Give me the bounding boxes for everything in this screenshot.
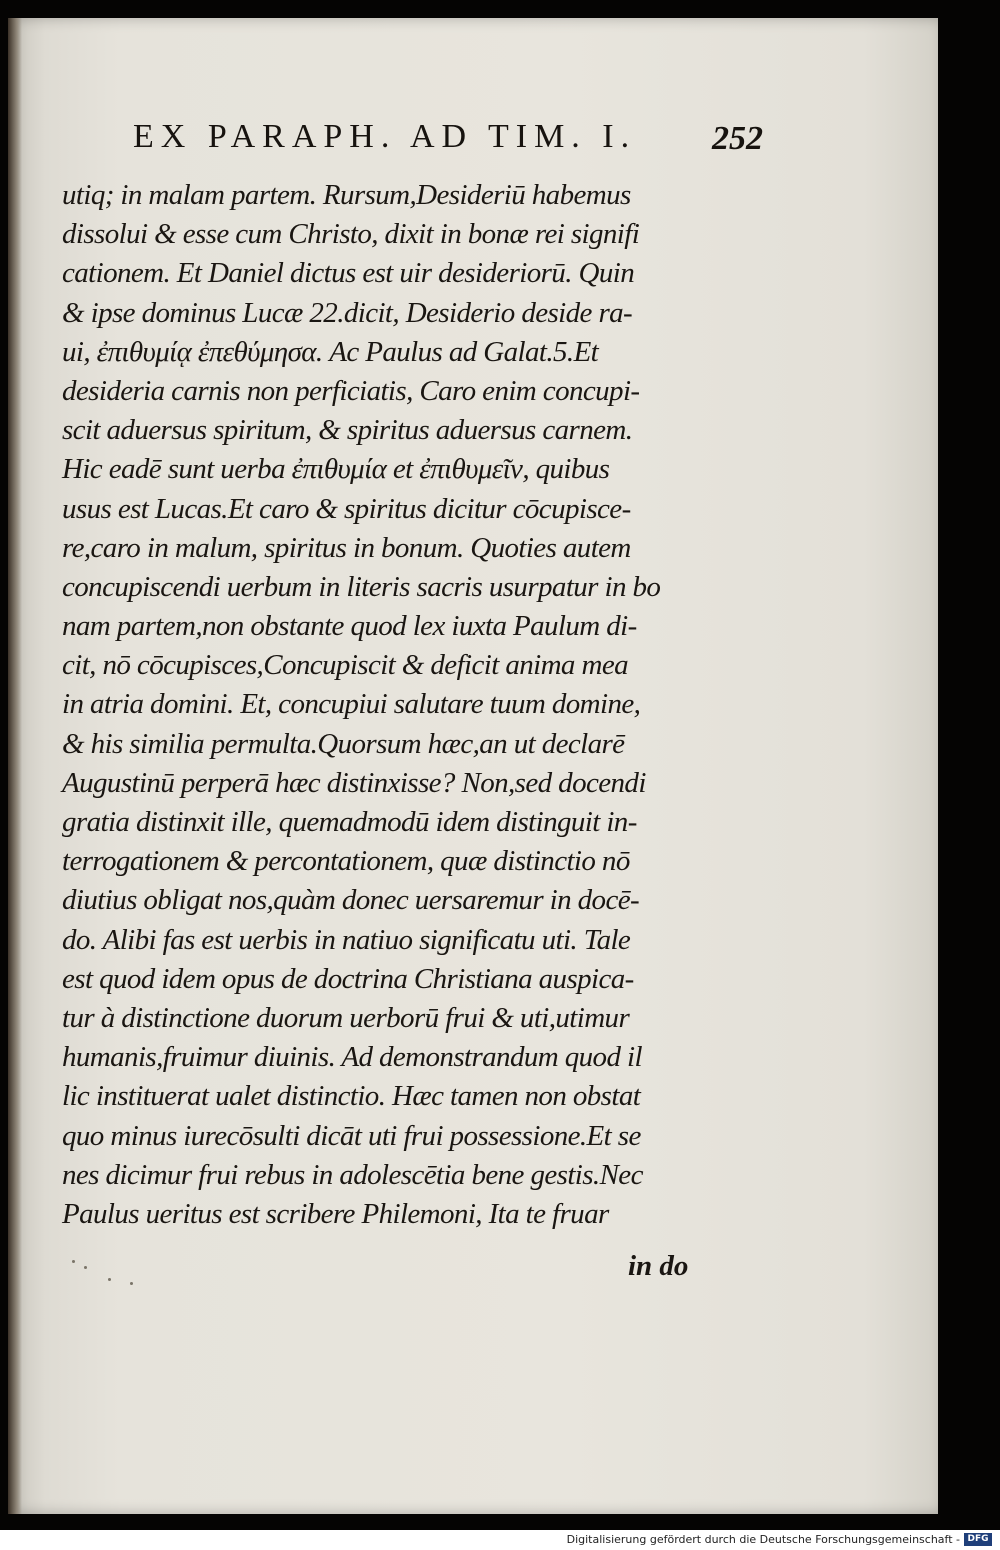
text-line: scit aduersus spiritum, & spiritus aduersus carnem. xyxy=(62,414,633,447)
text-line: nam partem,non obstante quod lex iuxta Paulum di- xyxy=(62,610,637,643)
paper-specks xyxy=(70,1256,140,1286)
text-block xyxy=(62,176,712,1234)
text-line: terrogationem & percontationem, quæ distinctio nō xyxy=(62,845,630,878)
text-line: utiq; in malam partem. Rursum,Desideriū habemus xyxy=(62,179,631,211)
text-line: Paulus ueritus est scribere Philemoni, Ita te fruar xyxy=(62,1197,609,1230)
text-line: tur à distinctione duorum uerborū frui & uti,utimur xyxy=(62,1001,630,1034)
footer-credit: Digitalisierung gefördert durch die Deutsche Forschungsgemeinschaft - xyxy=(566,1533,960,1546)
book-page xyxy=(8,18,938,1514)
text-line: desideria carnis non perficiatis, Caro enim concupi- xyxy=(62,374,640,407)
text-line: & his similia permulta.Quorsum hæc,an ut declarē xyxy=(62,727,625,760)
text-line: nes dicimur frui rebus in adolescētia bene gestis.Nec xyxy=(62,1158,643,1191)
folio-number: 252 xyxy=(712,120,763,157)
text-line: re,caro in malum, spiritus in bonum. Quoties autem xyxy=(62,531,631,564)
dfg-logo: DFG xyxy=(964,1533,992,1546)
text-line: cationem. Et Daniel dictus est uir desideriorū. Quin xyxy=(62,257,635,290)
text-line: dissolui & esse cum Christo, dixit in bonæ rei signifi xyxy=(62,218,640,251)
running-head xyxy=(133,118,763,168)
text-line: ui, ἐπιθυμίᾳ ἐπεθύμησα. Ac Paulus ad Galat.5.Et xyxy=(62,335,599,368)
text-line: concupiscendi uerbum in literis sacris usurpatur in bo xyxy=(62,570,661,603)
text-line: usus est Lucas.Et caro & spiritus dicitur cōcupisce- xyxy=(62,492,631,525)
running-title: EX PARAPH. AD TIM. I. xyxy=(133,118,637,155)
text-line: quo minus iurecōsulti dicāt uti frui possessione.Et se xyxy=(62,1119,641,1152)
text-line: do. Alibi fas est uerbis in natiuo significatu uti. Tale xyxy=(62,923,631,956)
text-line: est quod idem opus de doctrina Christiana auspica- xyxy=(62,962,634,995)
text-line: gratia distinxit ille, quemadmodū idem distinguit in- xyxy=(62,806,637,838)
text-line: Hic eadē sunt uerba ἐπιθυμία et ἐπιθυμεῖν, quibus xyxy=(62,453,610,486)
text-line: humanis,fruimur diuinis. Ad demonstrandum quod il xyxy=(62,1041,642,1074)
catchword: in do xyxy=(628,1250,689,1282)
text-line: Augustinū perperā hæc distinxisse? Non,sed docendi xyxy=(62,766,646,799)
footer-bar xyxy=(0,1530,1000,1550)
text-line: diutius obligat nos,quàm donec uersaremur in docē- xyxy=(62,884,640,917)
page-gutter xyxy=(8,18,22,1514)
text-line: & ipse dominus Lucæ 22.dicit, Desiderio deside ra- xyxy=(62,296,633,329)
text-line: lic instituerat ualet distinctio. Hæc tamen non obstat xyxy=(62,1080,641,1113)
text-line: in atria domini. Et, concupiui salutare tuum domine, xyxy=(62,688,641,721)
text-line: cit, nō cōcupisces,Concupiscit & deficit anima mea xyxy=(62,649,628,682)
